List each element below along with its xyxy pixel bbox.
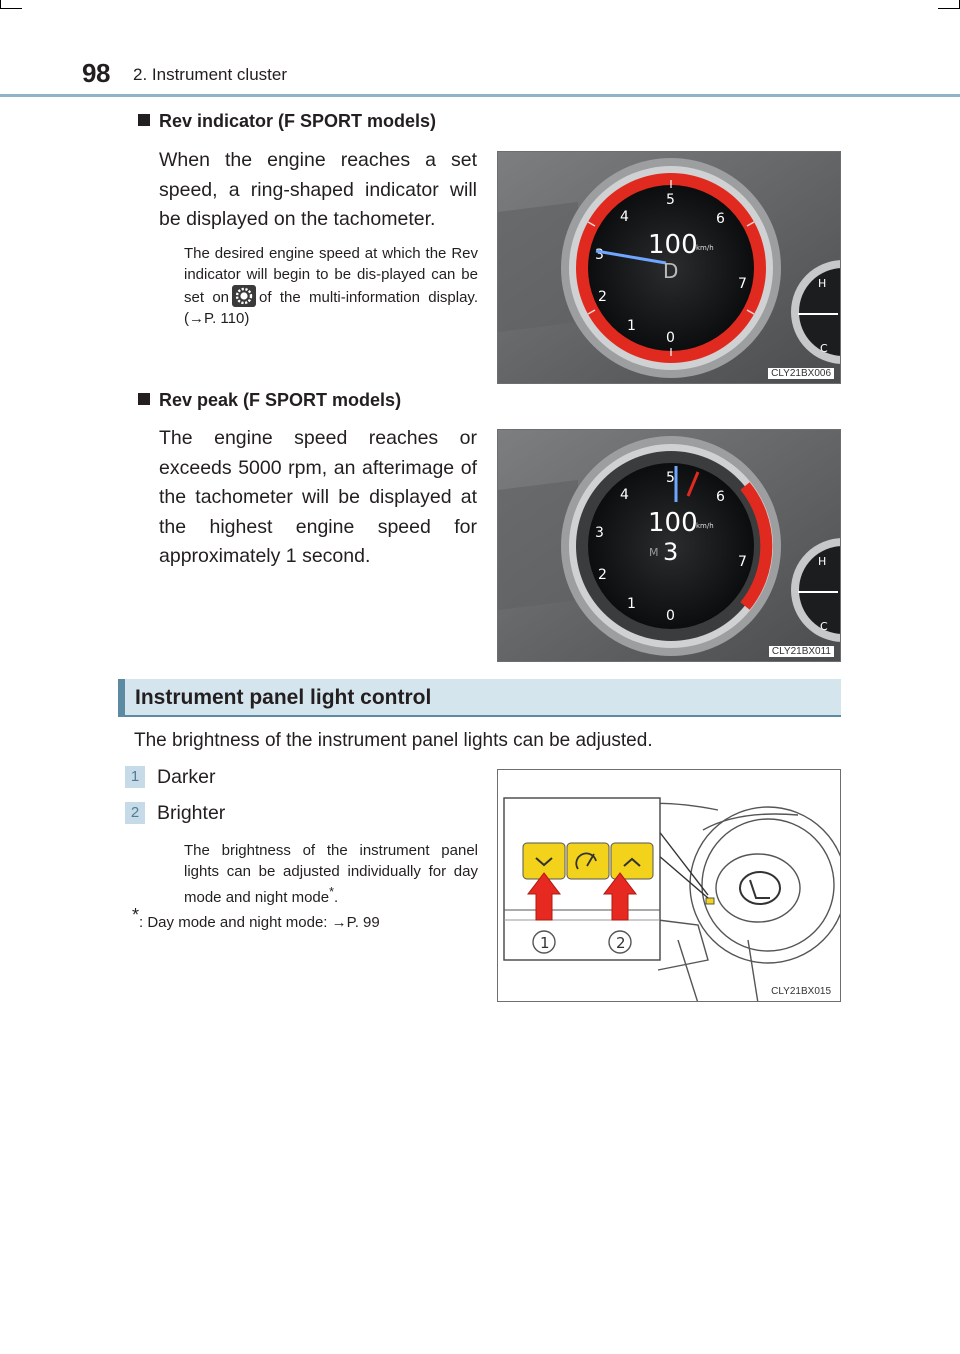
tick-6: 6 — [716, 489, 725, 505]
gear-indicator: D — [663, 259, 679, 283]
speed-readout: 100 — [648, 508, 698, 538]
item-label: Darker — [157, 766, 216, 788]
footnote: *: Day mode and night mode: →P. 99 — [132, 905, 380, 931]
item-number-badge: 2 — [125, 802, 145, 824]
tick-3: 3 — [595, 247, 604, 263]
temp-high-label: H — [818, 555, 827, 568]
settings-gear-icon — [232, 285, 256, 307]
speed-readout: 100 — [648, 230, 698, 260]
figure-code: CLY21BX006 — [768, 368, 834, 379]
gear-indicator: 3 — [663, 538, 679, 566]
tick-1: 1 — [627, 596, 636, 612]
panel-light-figure — [497, 769, 841, 1002]
temp-high-label: H — [818, 277, 827, 290]
tick-7: 7 — [738, 554, 747, 570]
section-title: Instrument panel light control — [135, 686, 432, 709]
temp-cold-label: C — [820, 620, 828, 633]
figure-code: CLY21BX011 — [769, 646, 834, 657]
tick-5: 5 — [666, 192, 675, 208]
speed-unit: km/h — [696, 522, 714, 530]
figure-code: CLY21BX015 — [768, 986, 834, 997]
tick-2: 2 — [598, 567, 607, 583]
panel-light-intro: The brightness of the instrument panel lights can be adjusted. — [134, 730, 653, 751]
tick-0: 0 — [666, 608, 675, 624]
header-rule — [0, 94, 960, 97]
section-banner — [118, 679, 841, 717]
tick-4: 4 — [620, 209, 629, 225]
tick-6: 6 — [716, 211, 725, 227]
panel-light-note: The brightness of the instrument panel lights can be adjusted individually for day mode and night mode*. — [184, 842, 478, 906]
rev-indicator-note: The desired engine speed at which the Rev indicator will begin to be dis-played can be set on of the multi-information display. (→P. 110) — [184, 245, 478, 327]
item-label: Brighter — [157, 802, 226, 824]
chapter-title: 2. Instrument cluster — [133, 65, 288, 84]
list-item — [125, 766, 216, 789]
tick-1: 1 — [627, 318, 636, 334]
rev-indicator-figure — [497, 151, 841, 384]
page-header — [0, 58, 960, 98]
item-number-badge: 1 — [125, 766, 145, 788]
rev-peak-figure — [497, 429, 841, 662]
rev-indicator-body: When the engine reaches a set speed, a ring-shaped indicator will be displayed on the tachometer. — [159, 149, 477, 230]
temp-cold-label: C — [820, 342, 828, 355]
callout-2: 2 — [616, 934, 626, 952]
rev-peak-body: The engine speed reaches or exceeds 5000 rpm, an afterimage of the tachometer will be displayed at the highest engine speed for approximately 1 second. — [159, 427, 477, 567]
crop-mark — [0, 8, 22, 9]
rev-indicator-heading: Rev indicator (F SPORT models) — [138, 111, 436, 132]
speed-unit: km/h — [696, 244, 714, 252]
tick-4: 4 — [620, 487, 629, 503]
square-bullet-icon — [138, 114, 150, 126]
list-item — [125, 802, 225, 825]
tick-2: 2 — [598, 289, 607, 305]
callout-1: 1 — [540, 934, 550, 952]
tick-0: 0 — [666, 330, 675, 346]
square-bullet-icon — [138, 393, 150, 405]
tick-7: 7 — [738, 276, 747, 292]
crop-mark — [0, 0, 1, 8]
tick-3: 3 — [595, 525, 604, 541]
crop-mark — [938, 8, 960, 9]
tick-5: 5 — [666, 470, 675, 486]
rev-peak-heading: Rev peak (F SPORT models) — [138, 390, 401, 411]
page-number: 98 — [82, 58, 110, 88]
gear-mode-indicator: M — [649, 546, 659, 559]
